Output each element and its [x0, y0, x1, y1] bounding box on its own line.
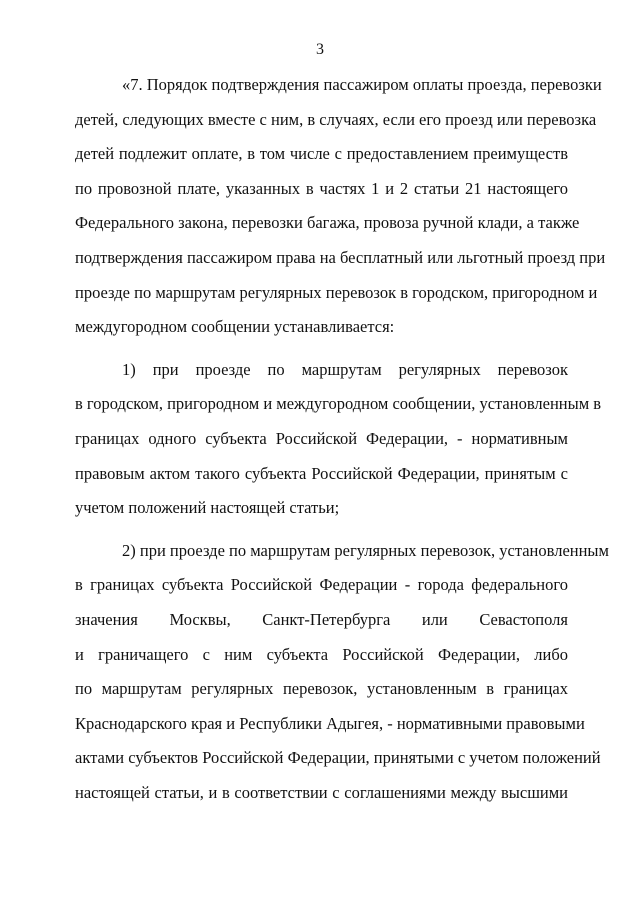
text-line: 1) при проезде по маршрутам регулярных перевозок — [122, 359, 568, 379]
text-line: учетом положений настоящей статьи; — [75, 498, 340, 518]
text-line: междугородном сообщении устанавливается: — [75, 317, 395, 337]
paragraph-7-intro — [75, 68, 606, 345]
document-body — [75, 68, 609, 810]
text-line: по провозной плате, указанных в частях 1 и 2 статьи 21 настоящего — [75, 178, 568, 198]
text-line: и граничащего с ним субъекта Российской Федерации, либо — [75, 644, 568, 664]
text-line: Федерального закона, перевозки багажа, провоза ручной клади, а также — [75, 213, 580, 233]
text-line: в границах субъекта Российской Федерации - города федерального — [75, 575, 568, 595]
text-line: детей, следующих вместе с ним, в случаях, если его проезд или перевозка — [75, 109, 597, 129]
text-line: проезде по маршрутам регулярных перевозок в городском, пригородном и — [75, 282, 598, 302]
paragraph-item-1 — [75, 353, 602, 526]
text-line: по маршрутам регулярных перевозок, установленным в границах — [75, 679, 568, 699]
text-line: границах одного субъекта Российской Федерации, - нормативным — [75, 428, 568, 448]
text-line: детей подлежит оплате, в том числе с предоставлением преимуществ — [75, 144, 568, 164]
text-line: Краснодарского края и Республики Адыгея, - нормативными правовыми — [75, 713, 585, 733]
text-line: 2) при проезде по маршрутам регулярных перевозок, установленным — [122, 540, 609, 560]
page-number: 3 — [316, 41, 324, 58]
text-line: «7. Порядок подтверждения пассажиром оплаты проезда, перевозки — [122, 75, 602, 94]
text-line: в городском, пригородном и междугородном сообщении, установленным в — [75, 394, 602, 414]
text-line: значения Москвы, Санкт-Петербурга или Севастополя — [75, 609, 568, 629]
text-line: актами субъектов Российской Федерации, принятыми с учетом положений — [75, 748, 601, 768]
paragraph-item-2 — [75, 534, 609, 811]
text-line: правовым актом такого субъекта Российской Федерации, принятым с — [75, 463, 568, 483]
text-line: настоящей статьи, и в соответствии с соглашениями между высшими — [75, 782, 568, 802]
text-line: подтверждения пассажиром права на бесплатный или льготный проезд при — [75, 247, 606, 267]
